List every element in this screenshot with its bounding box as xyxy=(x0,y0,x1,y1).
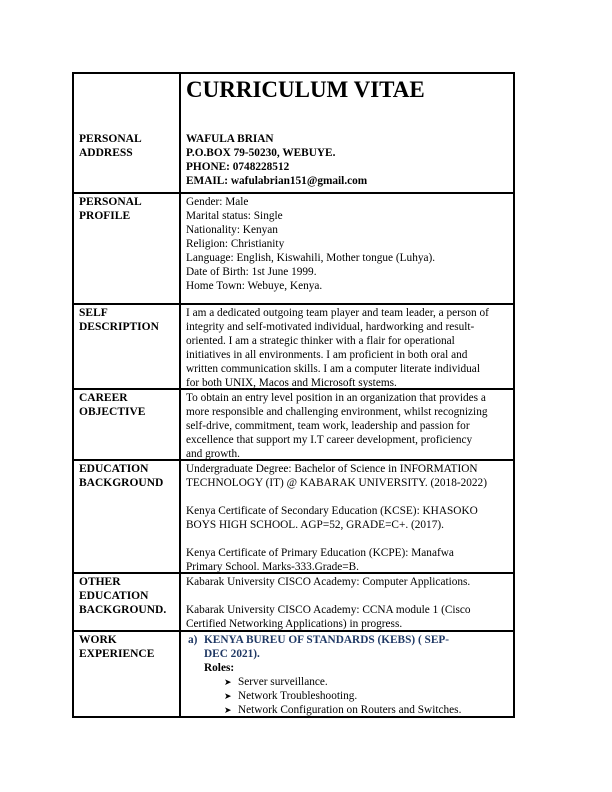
text-line: WAFULA BRIAN xyxy=(186,133,274,145)
text-line: Gender: Male xyxy=(186,196,249,208)
job-marker: a) xyxy=(188,634,198,646)
text-line: and growth. xyxy=(186,448,240,460)
section-label xyxy=(74,194,181,303)
text-line: To obtain an entry level position in an organization that provides a xyxy=(186,392,486,404)
title-row xyxy=(74,74,513,131)
text-line: initiatives in all environments. I am proficient in both oral and xyxy=(186,349,468,361)
role-item xyxy=(186,689,513,703)
cv-table xyxy=(72,72,515,718)
job-line: DEC 2021). xyxy=(204,648,260,660)
label-line: OTHER xyxy=(79,576,121,588)
arrow-bullet-icon: ➤ xyxy=(224,691,232,701)
paragraph-gap xyxy=(186,490,513,504)
section-personal-profile xyxy=(74,192,513,303)
label-line: BACKGROUND. xyxy=(79,604,167,616)
text-line: more responsible and challenging environment, whilst recognizing xyxy=(186,406,488,418)
text-line: Kenya Certificate of Primary Education (KCPE): Manafwa xyxy=(186,547,454,559)
label-line: OBJECTIVE xyxy=(79,406,146,418)
label-line: EDUCATION xyxy=(79,463,149,475)
role-text: Server surveillance. xyxy=(238,676,328,688)
section-content xyxy=(181,194,513,303)
text-line: EMAIL: wafulabrian151@gmail.com xyxy=(186,175,368,187)
job-heading xyxy=(186,633,513,647)
text-line: Primary School. Marks-333.Grade=B. xyxy=(186,561,359,573)
label-line: WORK xyxy=(79,634,117,646)
text-line: BOYS HIGH SCHOOL. AGP=52, GRADE=C+. (2017). xyxy=(186,519,444,531)
text-line: for both UNIX, Macos and Microsoft systems. xyxy=(186,377,397,389)
role-item xyxy=(186,675,513,689)
section-label xyxy=(74,131,181,192)
section-content xyxy=(181,305,513,388)
section-career-objective xyxy=(74,388,513,459)
section-content xyxy=(181,632,513,716)
section-other-education-background xyxy=(74,572,513,630)
section-label xyxy=(74,305,181,388)
section-label xyxy=(74,390,181,459)
section-personal-address xyxy=(74,131,513,192)
label-line: PERSONAL xyxy=(79,133,142,145)
section-education-background xyxy=(74,459,513,572)
label-line: BACKGROUND xyxy=(79,477,164,489)
label-line: CAREER xyxy=(79,392,128,404)
text-line: Language: English, Kiswahili, Mother tongue (Luhya). xyxy=(186,252,436,264)
job-line: KENYA BUREU OF STANDARDS (KEBS) ( SEP- xyxy=(204,634,450,646)
text-line: integrity and self-motivated individual, hardworking and result- xyxy=(186,321,475,333)
role-text: Network Configuration on Routers and Switches. xyxy=(238,704,462,716)
text-line: PHONE: 0748228512 xyxy=(186,161,290,173)
arrow-bullet-icon: ➤ xyxy=(224,705,232,715)
text-line: excellence that support my I.T career development, proficiency xyxy=(186,434,473,446)
page-title: CURRICULUM VITAE xyxy=(186,77,425,102)
role-item xyxy=(186,703,513,717)
label-line: ADDRESS xyxy=(79,147,133,159)
text-line: Certified Networking Applications) in progress. xyxy=(186,618,403,630)
text-line: TECHNOLOGY (IT) @ KABARAK UNIVERSITY. (2018-2022) xyxy=(186,477,487,489)
arrow-bullet-icon: ➤ xyxy=(224,677,232,687)
section-label xyxy=(74,574,181,630)
text-line: self-drive, commitment, team work, leadership and passion for xyxy=(186,420,470,432)
label-line: SELF xyxy=(79,307,108,319)
section-label xyxy=(74,461,181,572)
paragraph-gap xyxy=(186,589,513,603)
role-text: Network Troubleshooting. xyxy=(238,690,358,702)
text-line: Kabarak University CISCO Academy: Computer Applications. xyxy=(186,576,471,588)
text-line: Marital status: Single xyxy=(186,210,283,222)
text-line: Home Town: Webuye, Kenya. xyxy=(186,280,323,292)
text-line: oriented. I am a strategic thinker with a flair for operational xyxy=(186,335,455,347)
label-line: PERSONAL xyxy=(79,196,142,208)
text-line: Nationality: Kenyan xyxy=(186,224,278,236)
section-content xyxy=(181,390,513,459)
section-self-description xyxy=(74,303,513,388)
label-line: EDUCATION xyxy=(79,590,149,602)
roles-label: Roles: xyxy=(204,662,235,674)
section-content xyxy=(181,461,513,572)
section-work-experience xyxy=(74,630,513,716)
label-line: EXPERIENCE xyxy=(79,648,155,660)
text-line: Religion: Christianity xyxy=(186,238,285,250)
text-line: I am a dedicated outgoing team player and team leader, a person of xyxy=(186,307,489,319)
paragraph-gap xyxy=(186,532,513,546)
text-line: Kenya Certificate of Secondary Education (KCSE): KHASOKO xyxy=(186,505,478,517)
label-line: PROFILE xyxy=(79,210,131,222)
text-line: written communication skills. I am a computer literate individual xyxy=(186,363,480,375)
text-line: Kabarak University CISCO Academy: CCNA module 1 (Cisco xyxy=(186,604,471,616)
section-content xyxy=(181,574,513,630)
text-line: Undergraduate Degree: Bachelor of Science in INFORMATION xyxy=(186,463,478,475)
text-line: Date of Birth: 1st June 1999. xyxy=(186,266,317,278)
title-label-cell xyxy=(74,74,181,131)
label-line: DESCRIPTION xyxy=(79,321,159,333)
text-line: P.O.BOX 79-50230, WEBUYE. xyxy=(186,147,336,159)
job-heading-cont xyxy=(186,647,513,661)
section-label xyxy=(74,632,181,716)
section-content xyxy=(181,131,513,192)
